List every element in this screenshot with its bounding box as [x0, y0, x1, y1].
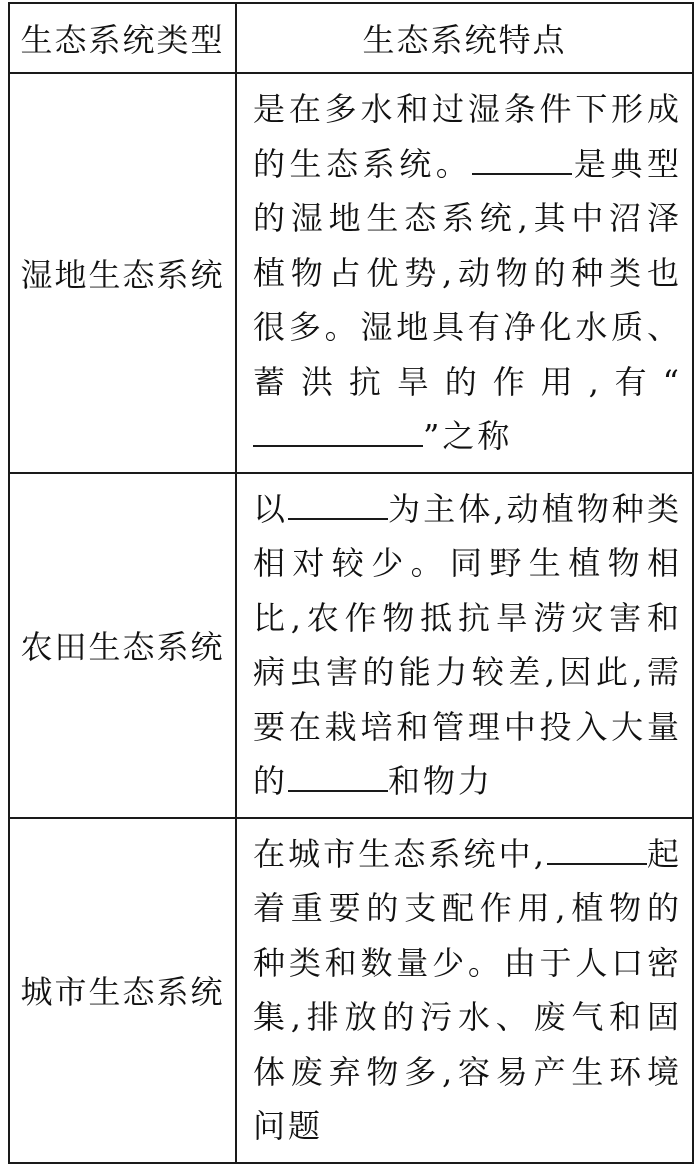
table-header-row	[9, 3, 693, 73]
wetland-type-label: 湿地生态系统	[9, 73, 236, 473]
table-row-wetland	[9, 73, 693, 473]
farmland-type-label: 农田生态系统	[9, 473, 236, 818]
farmland-features	[236, 473, 693, 818]
header-ecosystem-features: 生态系统特点	[236, 3, 693, 73]
wetland-text-1: 是在多水和过湿条件下形成的生态系统。	[253, 90, 682, 183]
urban-text-2: 起着重要的支配作用,植物的种类和数量少。由于人口密集,排放的污水、废气和固体废弃物多,容易产生环境问题	[253, 834, 682, 1145]
answer-blank-wetland-example[interactable]	[472, 143, 572, 175]
answer-blank-farmland-input[interactable]	[288, 760, 388, 792]
header-ecosystem-type: 生态系统类型	[9, 3, 236, 73]
urban-text-1: 在城市生态系统中,	[253, 834, 547, 873]
wetland-text-3: ”之称	[423, 417, 513, 455]
urban-type-label: 城市生态系统	[9, 818, 236, 1163]
table-row-farmland	[9, 473, 693, 818]
answer-blank-urban-dominant[interactable]	[547, 833, 647, 865]
ecosystem-table	[8, 2, 694, 1164]
farmland-text-1: 以	[253, 489, 289, 528]
answer-blank-farmland-main-body[interactable]	[288, 488, 388, 520]
answer-blank-wetland-nickname[interactable]	[253, 415, 423, 447]
urban-features	[236, 818, 693, 1163]
wetland-features	[236, 73, 693, 473]
farmland-text-3: 和物力	[388, 762, 494, 800]
wetland-text-2: 是典型的湿地生态系统,其中沼泽植物占优势,动物的种类也很多。湿地具有净化水质、蓄洪抗旱的作用,有“	[253, 144, 682, 401]
table-row-urban	[9, 818, 693, 1163]
farmland-text-2: 为主体,动植物种类相对较少。同野生植物相比,农作物抵抗旱涝灾害和病虫害的能力较差,因此,需要在栽培和管理中投入大量的	[253, 489, 682, 800]
